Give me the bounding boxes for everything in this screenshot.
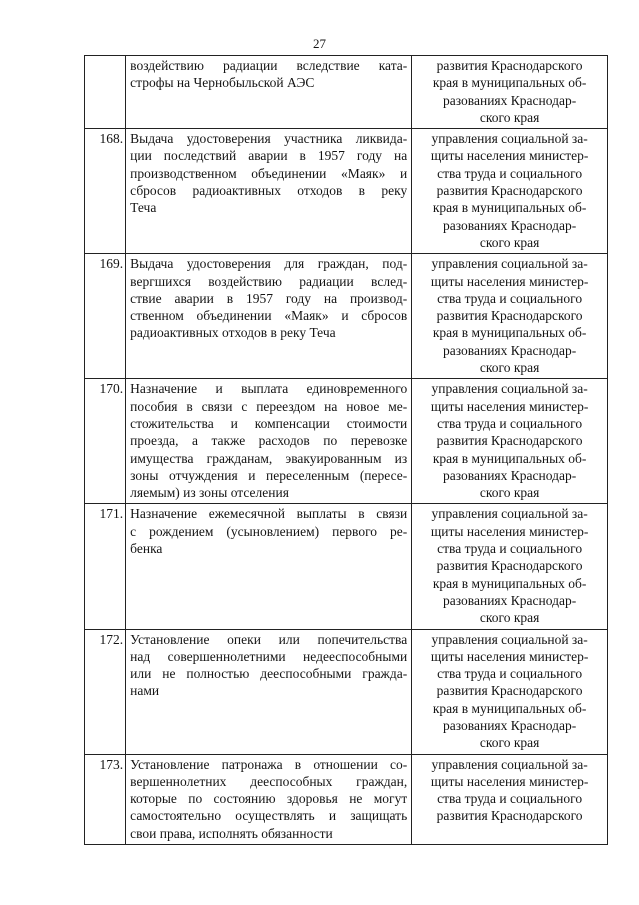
organization-line: развития Краснодарского: [436, 183, 583, 199]
page-number: 27: [313, 36, 326, 51]
organization-line: разованиях Краснодар-: [443, 592, 577, 608]
service-description: [126, 56, 412, 129]
organization-line: развития Краснодарского: [436, 433, 583, 449]
description-line: имущества гражданам, эвакуированным из: [130, 450, 408, 466]
organization-line: щиты населения министер-: [430, 523, 589, 539]
description-line: которые по состоянию здоровья не могут: [130, 791, 408, 807]
description-line: воздействию радиации вследствие ката-: [130, 58, 408, 73]
organization-line: ства труда и социального: [437, 541, 583, 557]
organization-line: управления социальной за-: [431, 381, 588, 397]
organization-line: ского края: [479, 735, 540, 751]
organization-line: разованиях Краснодар-: [443, 342, 577, 358]
service-description: [126, 379, 412, 504]
description-line: или не полностью дееспособными гражда-: [130, 666, 408, 682]
description-line: ствие аварии в 1957 году на производ-: [130, 290, 408, 306]
organization-line: края в муниципальных об-: [432, 450, 587, 466]
organization-line: щиты населения министер-: [430, 273, 589, 289]
description-line: производственном объединении «Маяк» и: [130, 165, 408, 181]
table-row: [85, 254, 608, 379]
description-line: ции последствий аварии в 1957 году на: [130, 148, 408, 164]
description-line: стожительства и компенсации стоимости: [130, 415, 408, 431]
services-table: [84, 55, 608, 845]
row-number: 173.: [85, 754, 126, 844]
table-row: [85, 754, 608, 844]
organization-line: ства труда и социального: [437, 290, 583, 306]
row-number: 169.: [85, 254, 126, 379]
organization-line: щиты населения министер-: [430, 398, 589, 414]
description-line: над совершеннолетними недееспособными: [130, 648, 408, 664]
table-row: [85, 379, 608, 504]
organization-line: ского края: [479, 485, 540, 501]
service-description: [126, 129, 412, 254]
organization-line: щиты населения министер-: [430, 773, 589, 789]
row-number: 168.: [85, 129, 126, 254]
description-line: Назначение ежемесячной выплаты в связи: [130, 506, 408, 522]
description-line: пособия в связи с переездом на новое ме-: [130, 398, 408, 414]
service-description: [126, 504, 412, 629]
description-line: вергшихся воздействию радиации вслед-: [130, 273, 408, 289]
description-line: бенка: [130, 541, 163, 557]
description-line: Назначение и выплата единовременного: [130, 381, 408, 397]
organization-line: разованиях Краснодар-: [443, 92, 577, 108]
table-row: [85, 129, 608, 254]
description-line: Установление патронажа в отношении со-: [130, 756, 408, 772]
organization-line: управления социальной за-: [431, 131, 588, 147]
table-row: [85, 504, 608, 629]
organization-line: управления социальной за-: [431, 256, 588, 272]
table-body: [85, 56, 608, 845]
organization-line: ского края: [479, 610, 540, 626]
description-line: зоны отчуждения и переселенным (пересе-: [130, 467, 408, 483]
organization-line: ства труда и социального: [437, 165, 583, 181]
organization-line: развития Краснодарского: [436, 58, 583, 73]
organization-line: ского края: [479, 234, 540, 250]
description-line: Установление опеки или попечительства: [130, 631, 408, 647]
organization-line: разованиях Краснодар-: [443, 467, 577, 483]
description-line: сбросов радиоактивных отходов в реку: [130, 183, 408, 199]
row-number: 172.: [85, 629, 126, 754]
organization-line: ства труда и социального: [437, 666, 583, 682]
responsible-organization: [412, 754, 608, 844]
organization-line: разованиях Краснодар-: [443, 217, 577, 233]
organization-line: ского края: [479, 360, 540, 376]
organization-line: развития Краснодарского: [436, 308, 583, 324]
service-description: [126, 254, 412, 379]
description-line: Выдача удостоверения для граждан, под-: [130, 256, 408, 272]
description-line: самостоятельно осуществлять и защищать: [130, 808, 408, 824]
organization-line: управления социальной за-: [431, 631, 588, 647]
responsible-organization: [412, 129, 608, 254]
organization-line: края в муниципальных об-: [432, 75, 587, 91]
description-line: свои права, исполнять обязанности: [130, 825, 333, 841]
service-description: [126, 754, 412, 844]
organization-line: края в муниципальных об-: [432, 575, 587, 591]
row-number: 171.: [85, 504, 126, 629]
responsible-organization: [412, 254, 608, 379]
service-description: [126, 629, 412, 754]
organization-line: края в муниципальных об-: [432, 200, 587, 216]
responsible-organization: [412, 379, 608, 504]
description-line: проезда, а также расходов по перевозке: [130, 433, 408, 449]
organization-line: разованиях Краснодар-: [443, 717, 577, 733]
table-row: [85, 56, 608, 129]
description-line: с рождением (усыновлением) первого ре-: [130, 523, 408, 539]
description-line: вершеннолетних дееспособных граждан,: [130, 773, 408, 789]
organization-line: управления социальной за-: [431, 506, 588, 522]
organization-line: ства труда и социального: [437, 791, 583, 807]
organization-line: развития Краснодарского: [436, 808, 583, 824]
organization-line: ского края: [479, 109, 540, 125]
responsible-organization: [412, 56, 608, 129]
description-line: радиоактивных отходов в реку Теча: [130, 325, 336, 341]
responsible-organization: [412, 504, 608, 629]
table-row: [85, 629, 608, 754]
description-line: ляемым) из зоны отселения: [130, 485, 289, 501]
organization-line: щиты населения министер-: [430, 148, 589, 164]
description-line: Выдача удостоверения участника ликвида-: [130, 131, 408, 147]
description-line: Теча: [130, 200, 157, 216]
organization-line: управления социальной за-: [431, 756, 588, 772]
row-number: [85, 56, 126, 129]
row-number: 170.: [85, 379, 126, 504]
description-line: ственном объединении «Маяк» и сбросов: [130, 308, 408, 324]
organization-line: ства труда и социального: [437, 415, 583, 431]
responsible-organization: [412, 629, 608, 754]
organization-line: развития Краснодарского: [436, 683, 583, 699]
organization-line: щиты населения министер-: [430, 648, 589, 664]
description-line: строфы на Чернобыльской АЭС: [130, 75, 315, 91]
description-line: нами: [130, 683, 160, 699]
organization-line: края в муниципальных об-: [432, 325, 587, 341]
organization-line: края в муниципальных об-: [432, 700, 587, 716]
organization-line: развития Краснодарского: [436, 558, 583, 574]
